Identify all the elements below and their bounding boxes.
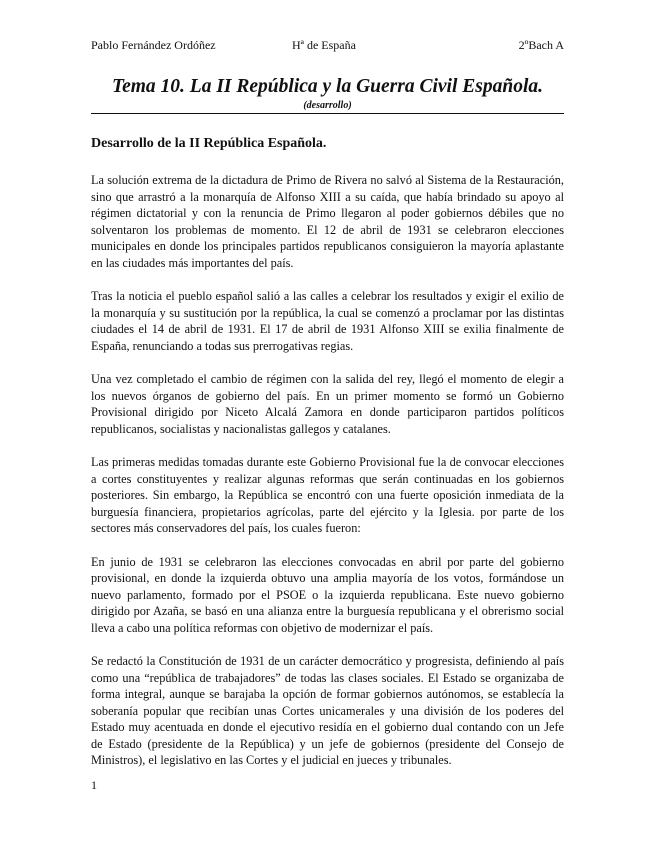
document-subtitle: (desarrollo) (303, 100, 352, 111)
paragraph-6: Se redactó la Constitución de 1931 de un carácter democrático y progresista, definiendo al país como una “república de trabajadores” de todas las clases sociales. El Estado se organizaba de forma integral, aunque se barajaba la opción de formar gobiernos autónomos, se establecía la soberanía popular que recibían unas Cortes unicamerales y una división de los poderes del Estado muy acentuada en donde el ejecutivo residía en el gobierno dual contando con un Jefe de Estado (presidente de la República) y un jefe de gobiernos (presidente del Consejo de Ministros), el legislativo en las Cortes y el judicial en jueces y tribunales. (91, 654, 564, 767)
page-number: 1 (91, 778, 97, 792)
header-author: Pablo Fernández Ordóñez (91, 38, 216, 52)
header-course: 2ºBach A (518, 38, 564, 52)
title-block (91, 74, 564, 114)
document-page (91, 0, 564, 848)
document-title: Tema 10. La II República y la Guerra Civil Española. (111, 76, 543, 97)
page-header (91, 38, 564, 54)
paragraph-5: En junio de 1931 se celebraron las elecciones convocadas en abril por parte del gobierno provisional, en donde la izquierda obtuvo una amplia mayoría de los votos, formándose un nuevo parlamento, formado por el PSOE o la izquierda republicana. Este nuevo gobierno dirigido por Azaña, se basó en una alianza entre la burguesía republicana y el obrerismo social lleva a cabo una política reformas con objetivo de modernizar el país. (91, 554, 564, 635)
body-text (91, 172, 564, 786)
paragraph-4: Las primeras medidas tomadas durante este Gobierno Provisional fue la de convocar elecciones a cortes constituyentes y realizar algunas reformas que serán continuadas en los gobiernos posteriores. Sin embargo, la República se encontró con una fuerte oposición inmediata de la burguesía financiera, propietarios agrícolas, parte del ejército y la Iglesia. por parte de los sectores más conservadores del país, los cuales fueron: (91, 455, 564, 535)
section-title: Desarrollo de la II República Española. (91, 136, 327, 151)
header-subject: Hª de España (292, 38, 356, 52)
paragraph-1: La solución extrema de la dictadura de Primo de Rivera no salvó al Sistema de la Restauración, sino que arrastró a la monarquía de Alfonso XIII a su caída, que había brindado su apoyo al régimen dictatorial y con la renuncia de Primo llegaron al poder gobiernos débiles que no solventaron los problemas de momento. El 12 de abril de 1931 se celebraron elecciones municipales en donde los principales partidos republicanos consiguieron la mayoría aplastante en las ciudades más importantes del país. (91, 173, 564, 270)
paragraph-3: Una vez completado el cambio de régimen con la salida del rey, llegó el momento de elegir a los nuevos órganos de gobierno del país. En un primer momento se formó un Gobierno Provisional dirigido por Niceto Alcalá Zamora en donde participaron partidos políticos republicanos, socialistas y nacionalistas gallegos y catalanes. (91, 372, 564, 436)
paragraph-2: Tras la noticia el pueblo español salió a las calles a celebrar los resultados y exigir el exilio de la monarquía y su sustitución por la república, la cual se comenzó a proclamar por las distintas ciudades el 14 de abril de 1931. El 17 de abril de 1931 Alfonso XIII se exilia finalmente de España, renunciando a todas sus prerrogativas regias. (91, 289, 564, 353)
